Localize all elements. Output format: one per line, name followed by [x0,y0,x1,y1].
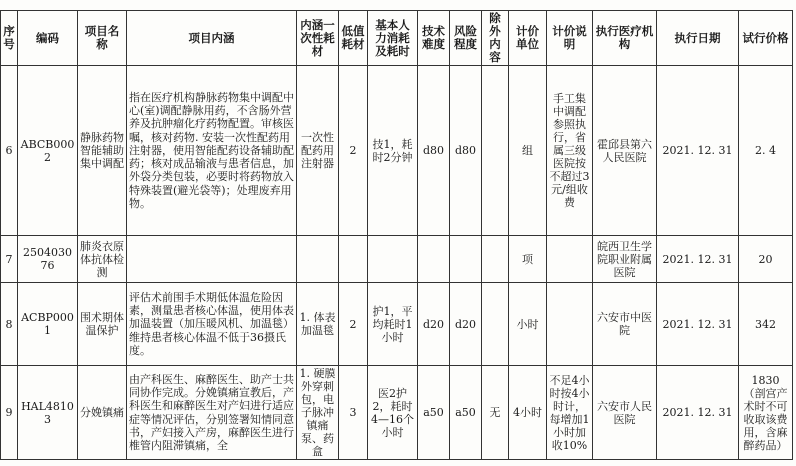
cell-difficulty [418,236,450,283]
cell-unit: 4小时 [509,366,547,460]
cell-code: HAL48103 [18,366,78,460]
cell-risk: a50 [450,366,482,460]
cell-hospital: 霍邱县第六人民医院 [593,66,657,236]
header-price: 试行价格 [739,11,793,66]
cell-hospital: 六安市中医院 [593,283,657,366]
cell-seq: 6 [1,66,18,236]
cell-difficulty: d80 [418,66,450,236]
cell-unit: 小时 [509,283,547,366]
header-risk: 风险程度 [450,11,482,66]
header-date: 执行日期 [657,11,739,66]
cell-price: 2. 4 [739,66,793,236]
cell-name: 静脉药物智能辅助集中调配 [78,66,127,236]
cell-date: 2021. 12. 31 [657,236,739,283]
cell-content: 指在医疗机构静脉药物集中调配中心(室)调配静脉用药，不含肠外营养及抗肿瘤化疗药物配置。审核医嘱，核对药物. 安装一次性配药用注射器，使用智能配药设备辅助配药；核对成品输液与患者信息，加外袋分类包装，必要时将药物放入特殊装置(避光袋等)；处理废弃用物。 [127,66,297,236]
cell-unit: 项 [509,236,547,283]
header-hospital: 执行医疗机构 [593,11,657,66]
table-row [1,236,793,283]
cell-note [547,283,593,366]
medical-fee-table [0,10,793,460]
header-labor: 基本人力消耗及耗时 [368,11,418,66]
cell-labor: 医2护2，耗时4—16个小时 [368,366,418,460]
cell-low-value: 2 [339,283,368,366]
header-seq: 序号 [1,11,18,66]
cell-price: 1830（剖宫产术时不可收取该费用，含麻醉药品） [739,366,793,460]
cell-difficulty: a50 [418,366,450,460]
cell-exclusion [482,283,509,366]
cell-difficulty: d20 [418,283,450,366]
header-low-value: 低值耗材 [339,11,368,66]
cell-labor: 技1，耗时2分钟 [368,66,418,236]
cell-note: 手工集中调配参照执行，省属三级医院按不超过3元/组收费 [547,66,593,236]
header-note: 计价说明 [547,11,593,66]
cell-content [127,236,297,283]
cell-code: ABCB0002 [18,66,78,236]
cell-exclusion [482,66,509,236]
cell-date: 2021. 12. 31 [657,283,739,366]
cell-name: 围术期体温保护 [78,283,127,366]
cell-labor [368,236,418,283]
cell-low-value: 2 [339,66,368,236]
header-code: 编码 [18,11,78,66]
cell-code: ACBP0001 [18,283,78,366]
cell-note: 不足4小时按4小时计，每增加1小时加收10% [547,366,593,460]
cell-seq: 7 [1,236,18,283]
cell-content: 由产科医生、麻醉医生、助产士共同协作完成。分娩镇痛宣教后，产科医生和麻醉医生对产妇进行适应症等情况评估，分别签署知情同意书，产妇接入产房，麻醉医生进行椎管内阻滞镇痛，全 [127,366,297,460]
cell-code: 250403076 [18,236,78,283]
header-disposable: 内涵一次性耗材 [297,11,339,66]
cell-disposable: 1. 体表加温毯 [297,283,339,366]
cell-low-value: 3 [339,366,368,460]
cell-price: 20 [739,236,793,283]
cell-disposable: 1. 硬膜外穿刺包，电子脉冲镇痛泵、药盒 [297,366,339,460]
cell-seq: 9 [1,366,18,460]
header-exclusion: 除外内容 [482,11,509,66]
cell-hospital: 六安市人民医院 [593,366,657,460]
cell-risk: d20 [450,283,482,366]
cell-name: 肺炎衣原体抗体检测 [78,236,127,283]
cell-labor: 护1，平均耗时1小时 [368,283,418,366]
cell-disposable: 一次性配药用注射器 [297,66,339,236]
cell-exclusion [482,236,509,283]
cell-note [547,236,593,283]
cell-seq: 8 [1,283,18,366]
header-unit: 计价单位 [509,11,547,66]
cell-risk [450,236,482,283]
cell-date: 2021. 12. 31 [657,66,739,236]
table-row [1,283,793,366]
cell-low-value [339,236,368,283]
cell-risk: d80 [450,66,482,236]
cell-date: 2021. 12. 31 [657,366,739,460]
cell-name: 分娩镇痛 [78,366,127,460]
table-row [1,366,793,460]
header-name: 项目名称 [78,11,127,66]
cell-disposable [297,236,339,283]
cell-price: 342 [739,283,793,366]
cell-exclusion: 无 [482,366,509,460]
table-header-row [1,11,793,66]
header-difficulty: 技术难度 [418,11,450,66]
header-content: 项目内涵 [127,11,297,66]
cell-content: 评估术前围手术期低体温危险因素，测量患者核心体温，使用体表加温装置（加压暖风机、加温毯）维持患者核心体温不低于36摄氏度。 [127,283,297,366]
cell-hospital: 皖西卫生学院职业附属医院 [593,236,657,283]
cell-unit: 组 [509,66,547,236]
table-row [1,66,793,236]
